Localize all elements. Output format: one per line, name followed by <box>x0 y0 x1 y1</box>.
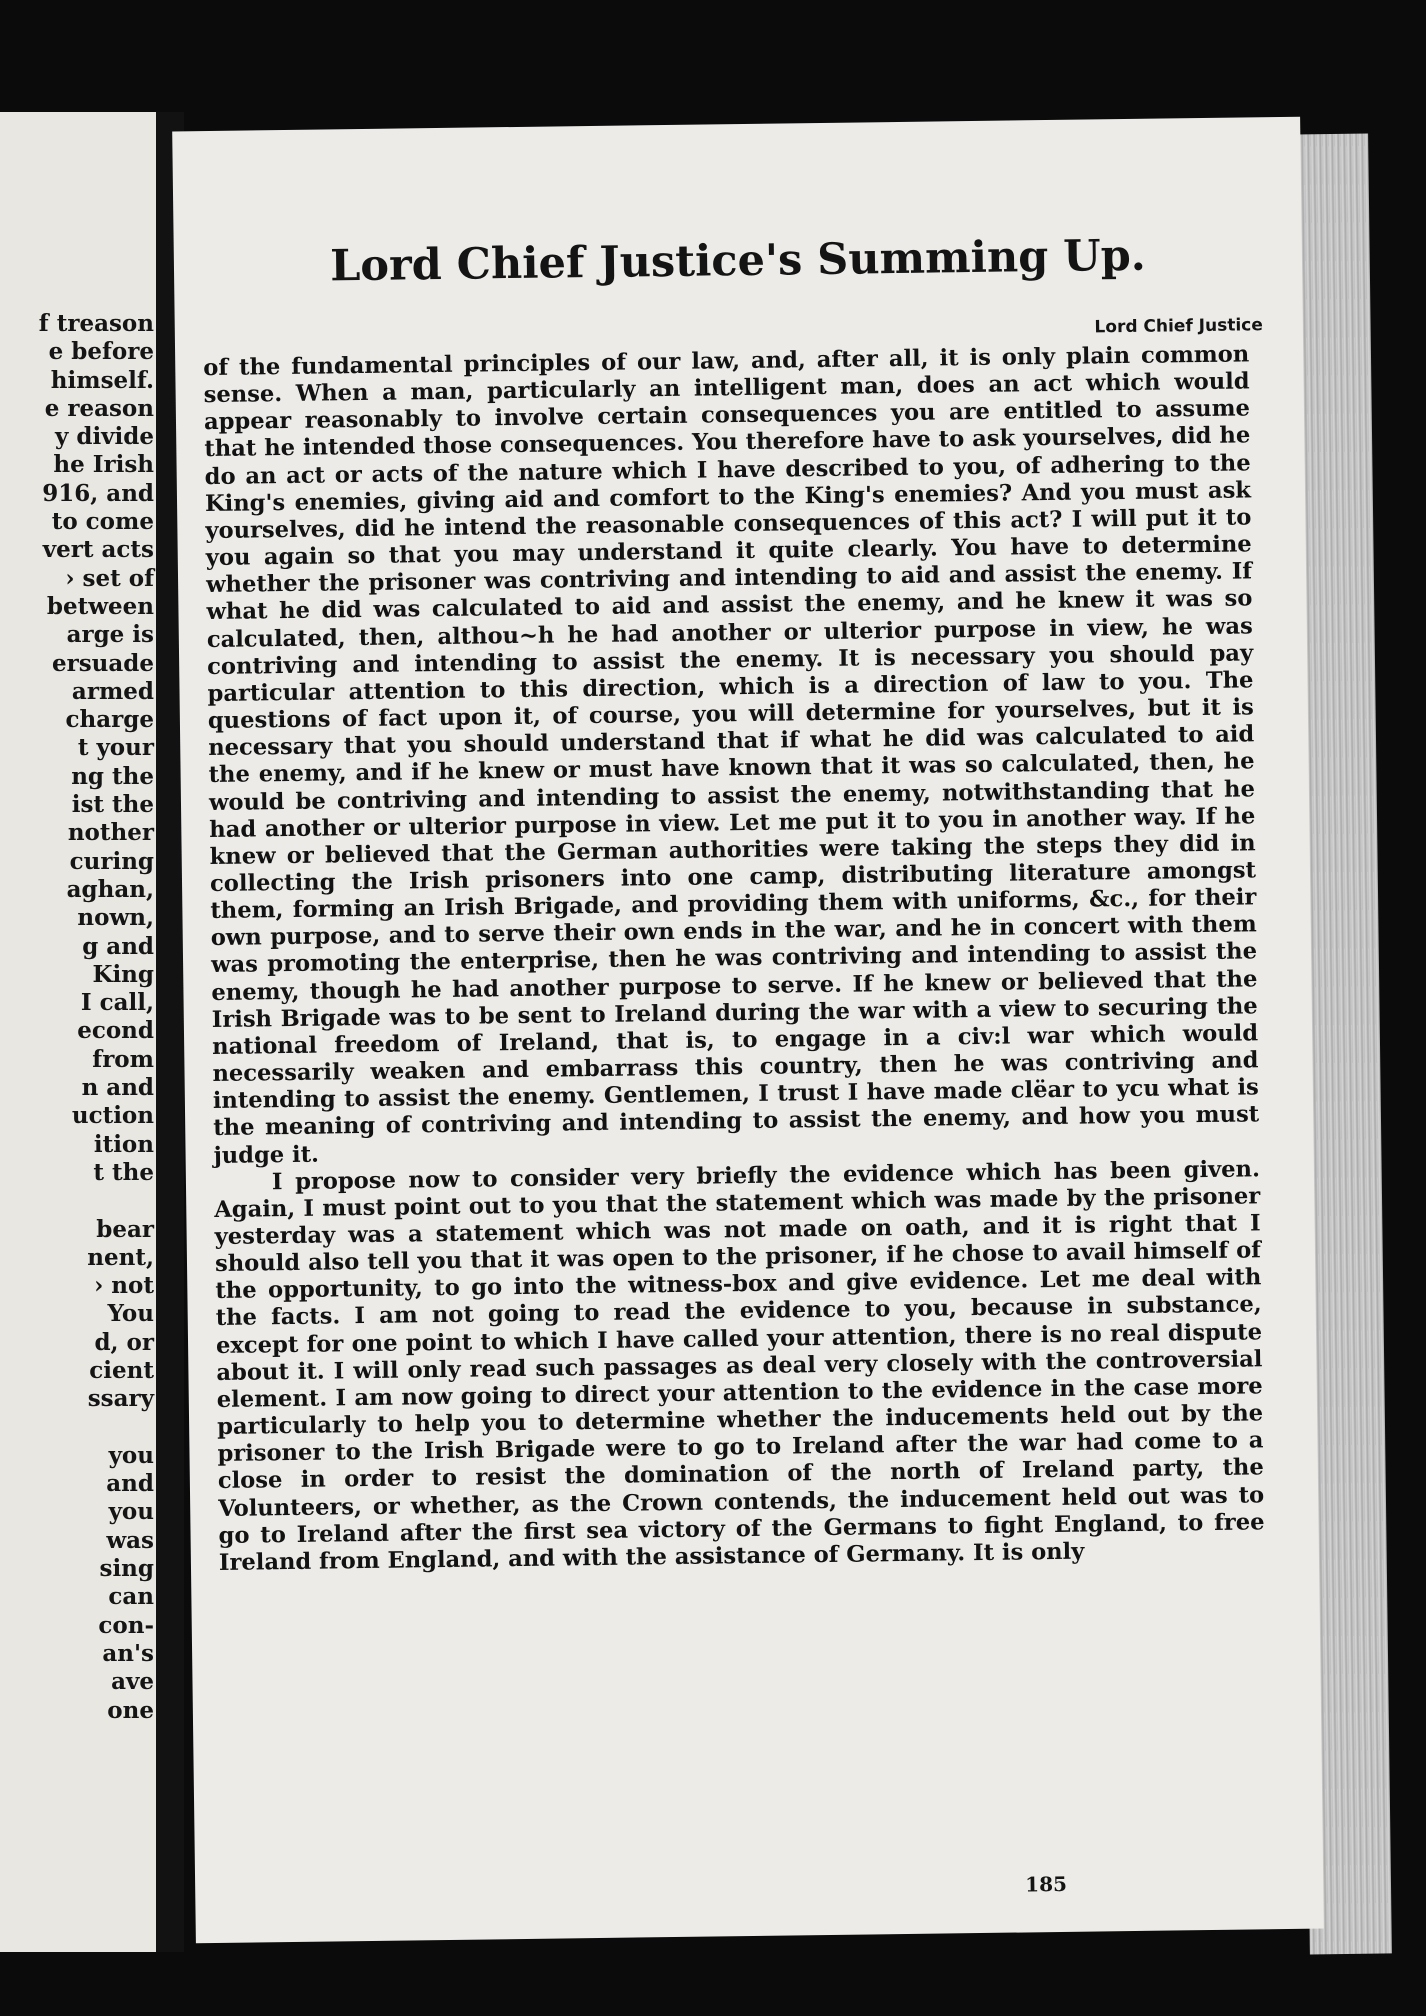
facing-page <box>0 112 160 1952</box>
paragraph: I propose now to consider very briefly the evidence which has been given. Again, I must point out to you that the statement which was made by the prisoner yesterday was a statement which was not made on oath, and it is right that I should also tell you that it was open to the prisoner, if he chose to avail himself of the opportunity, to go into the witness-box and give evidence. Let me deal with the facts. I am not going to read the evidence to you, because in substance, except for one point to which I have called your attention, there is no real dispute about it. I will only read such passages as deal very closely with the controversial element. I am now going to direct your attention to the evidence in the case more particularly to help you to determine whether the inducements held out by the prisoner to the Irish Brigade were to go to Ireland after the war had come to a close in order to resist the domination of the north of Ireland party, the Volunteers, or whether, as the Crown contends, the inducement held out was to go to Ireland after the first sea victory of the Germans to fight England, to free Ireland from England, and with the assistance of Germany. It is only <box>214 1156 1265 1576</box>
book-page <box>172 117 1324 1944</box>
page-body <box>203 341 1265 1577</box>
paragraph: of the fundamental principles of our law, and, after all, it is only plain common sense. When a man, particularly an intelligent man, does an act which would appear reasonably to involve certain consequences you are entitled to assume that he intended those consequences. You therefore have to ask yourselves, did he do an act or acts of the nature which I have described to you, of adhering to the King's enemies, giving aid and comfort to the King's enemies? And you must ask yourselves, did he intend the reasonable consequences of this act? I will put it to you again so that you may understand it quite clearly. You have to determine whether the prisoner was contriving and intending to aid and assist the enemy. If what he did was calculated to aid and assist the enemy, and he knew it was so calculated, then, althou~h he had another or ulterior purpose in view, he was contriving and intending to assist the enemy. It is necessary you should pay particular attention to this direction, which is a direction of law to you. The questions of fact upon it, of course, you will determine for yourselves, but it is necessary that you should understand that if what he did was calculated to aid the enemy, and if he knew or must have known that it was so calculated, then, he would be contriving and intending to assist the enemy, notwithstanding that he had another or ulterior purpose in view. Let me put it to you in another way. If he knew or believed that the German authorities were taking the steps they did in collecting the Irish prisoners into one camp, distributing literature amongst them, forming an Irish Brigade, and providing them with uniforms, &c., for their own purpose, and to serve their own ends in the war, and he in concert with them was promoting the enterprise, then he was contriving and intending to assist the enemy, though he had another purpose to serve. If he knew or believed that the Irish Brigade was to be sent to Ireland during the war with a view to securing the national freedom of Ireland, that is, to engage in a civ:l war which would necessarily weaken and embarrass this country, then he was contriving and intending to assist the enemy. Gentlemen, I trust I have made clëar to ycu what is the meaning of contriving and intending to assist the enemy, and how you must judge it. <box>203 341 1260 1169</box>
running-head: Lord Chief Justice <box>1094 315 1263 338</box>
facing-page-text: f treason e before himself. e reason y divide he Irish 916, and to come vert acts › set of between arge is ersuade armed charge t your ng the ist the nother curing aghan, nown, g and King I call, econd from n and uction ition t the bear nent, › not You d, or cient ssary you and you was sing can con- an's ave one <box>38 310 154 1724</box>
page-title: Lord Chief Justice's Summing Up. <box>329 230 1147 292</box>
page-number: 185 <box>1025 1871 1068 1897</box>
